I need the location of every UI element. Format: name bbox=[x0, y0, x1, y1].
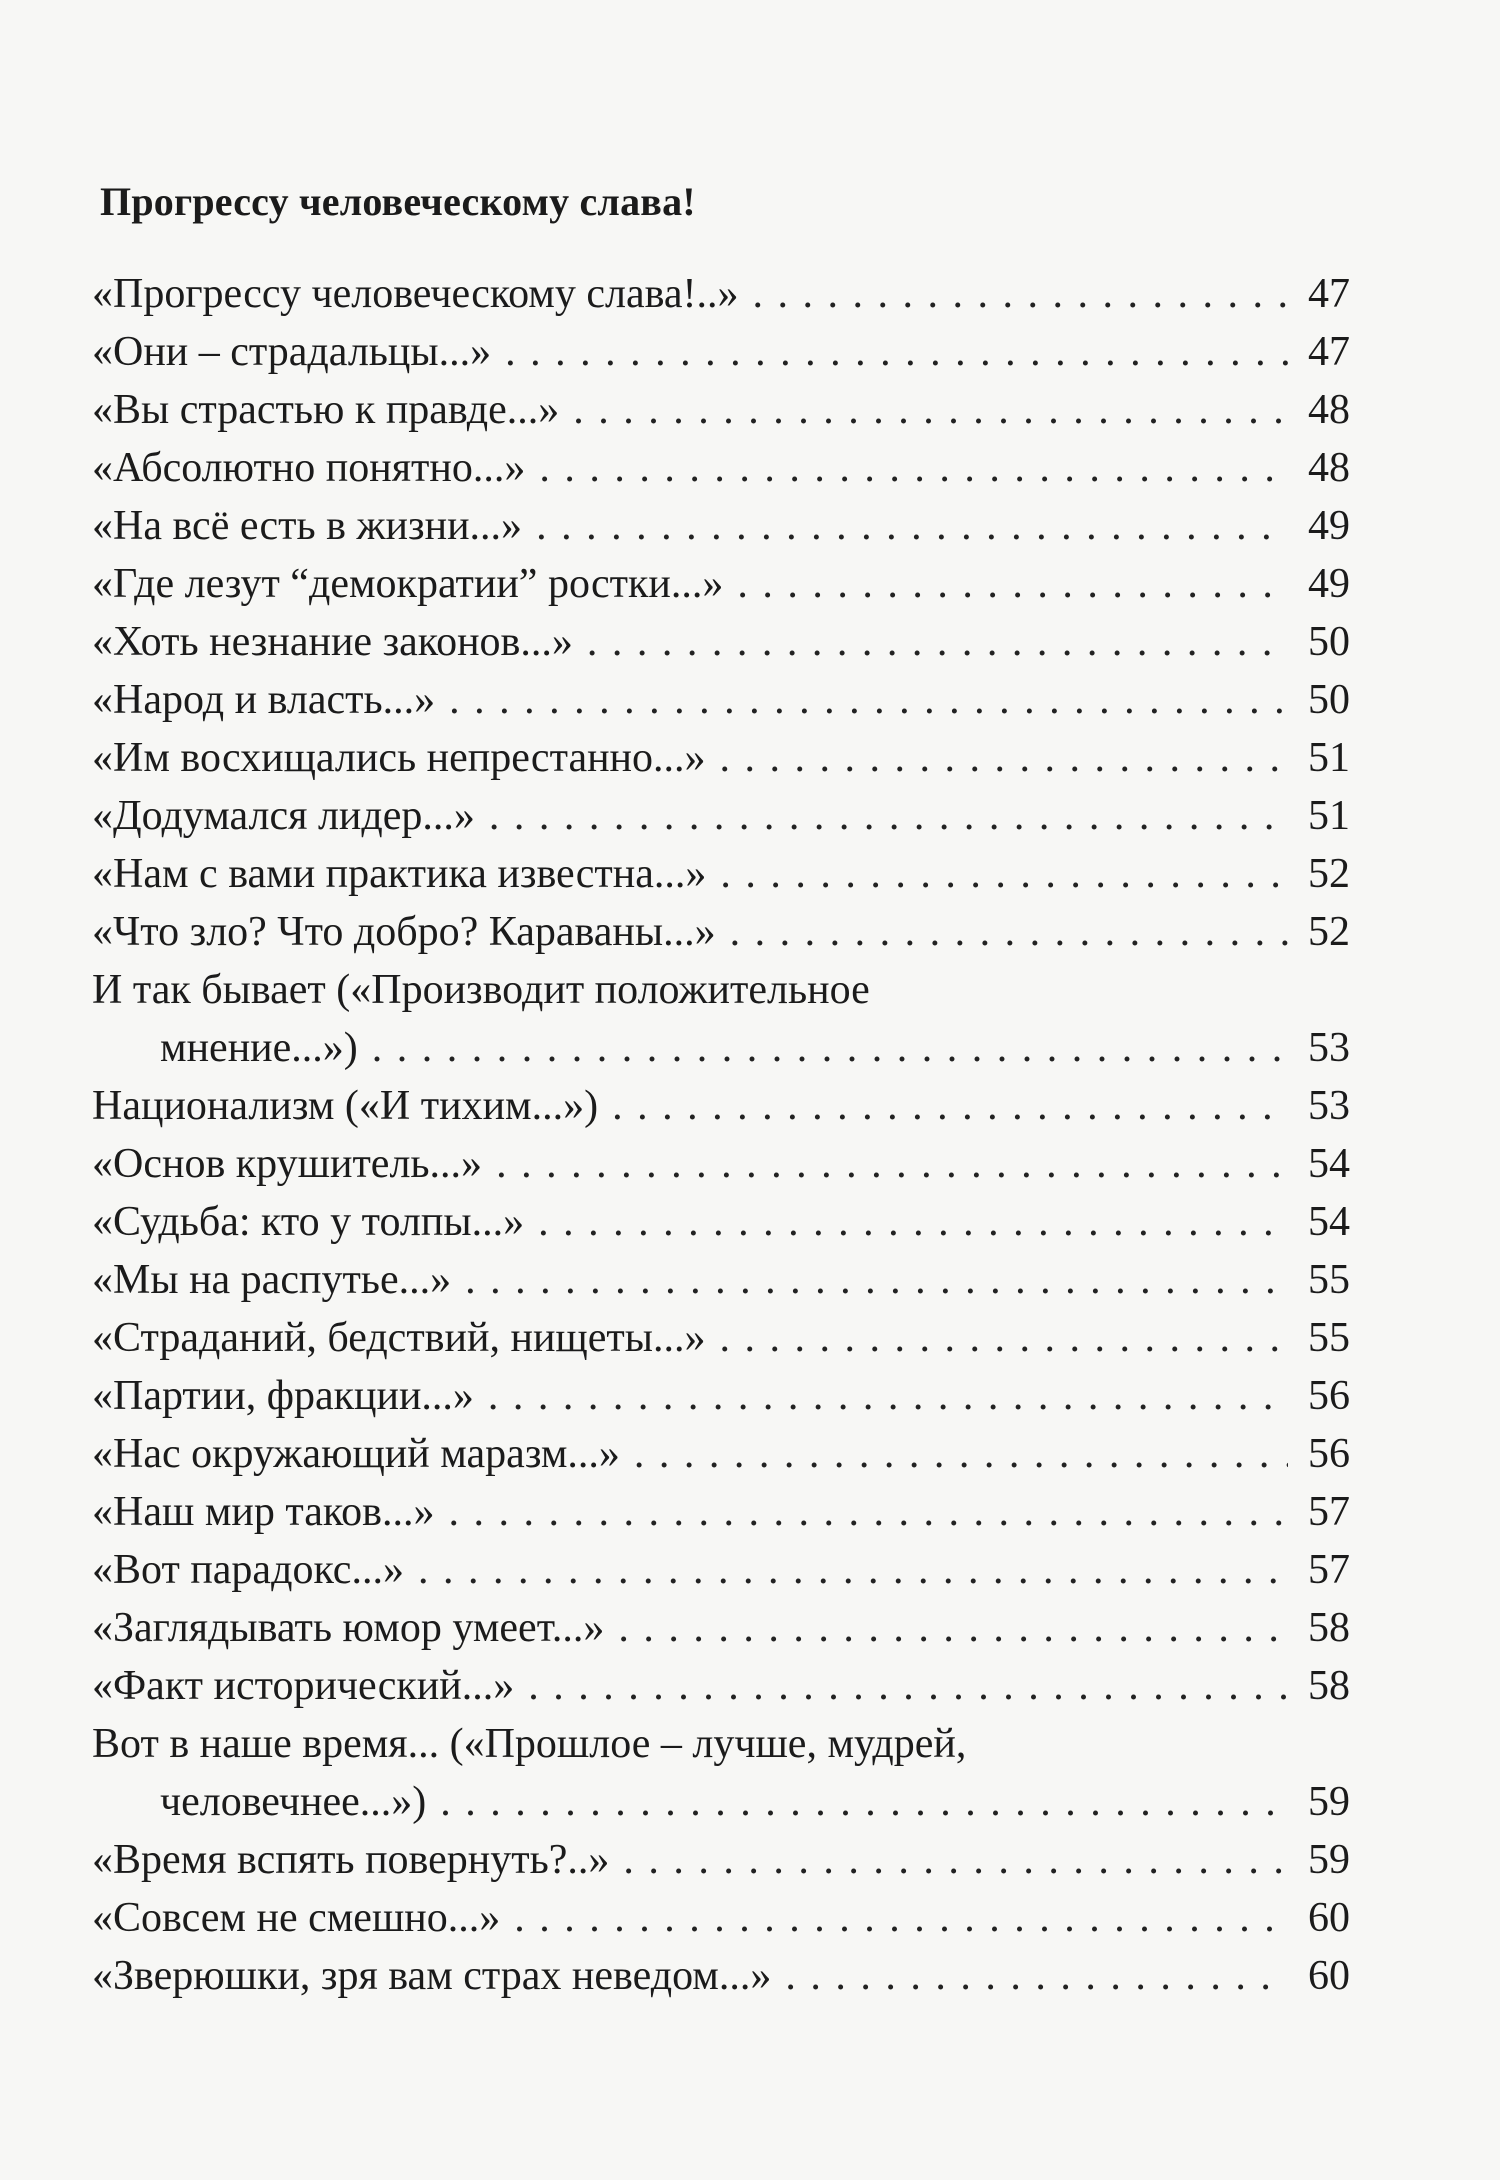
dot-leader bbox=[505, 323, 1288, 381]
dot-leader bbox=[538, 1193, 1288, 1251]
toc-entry-title: «Народ и власть...» bbox=[92, 677, 436, 723]
toc-entry-title: «Наш мир таков...» bbox=[92, 1489, 435, 1535]
toc-page-number: 60 bbox=[1308, 1895, 1350, 1941]
dot-leader bbox=[612, 1077, 1288, 1135]
dot-leader bbox=[785, 1947, 1288, 2005]
toc-entry bbox=[92, 1425, 1350, 1483]
toc-entry bbox=[92, 497, 1350, 555]
toc-entry bbox=[92, 1715, 1350, 1773]
toc-entry bbox=[92, 961, 1350, 1019]
dot-leader bbox=[618, 1599, 1288, 1657]
toc-entry bbox=[92, 265, 1350, 323]
toc-entry bbox=[92, 1251, 1350, 1309]
dot-leader bbox=[440, 1773, 1288, 1831]
dot-leader bbox=[514, 1889, 1288, 1947]
dot-leader bbox=[573, 381, 1288, 439]
dot-leader bbox=[539, 439, 1288, 497]
dot-leader bbox=[418, 1541, 1288, 1599]
dot-leader bbox=[372, 1019, 1288, 1077]
dot-leader bbox=[465, 1251, 1288, 1309]
toc-entry bbox=[92, 1831, 1350, 1889]
dot-leader bbox=[719, 1309, 1288, 1367]
toc-page-number: 54 bbox=[1308, 1199, 1350, 1245]
toc-page-number: 52 bbox=[1308, 909, 1350, 955]
toc-entry-title: «Нам с вами практика известна...» bbox=[92, 851, 707, 897]
toc-entry-title: «Додумался лидер...» bbox=[92, 793, 475, 839]
toc-page-number: 54 bbox=[1308, 1141, 1350, 1187]
toc-entry bbox=[92, 1657, 1350, 1715]
dot-leader bbox=[489, 787, 1288, 845]
toc-entry bbox=[92, 1135, 1350, 1193]
toc-entry-continuation bbox=[92, 1019, 1350, 1077]
toc-page-number: 60 bbox=[1308, 1953, 1350, 1999]
toc-entry-title: «Страданий, бедствий, нищеты...» bbox=[92, 1315, 706, 1361]
toc-entry-title: «Вот парадокс...» bbox=[92, 1547, 404, 1593]
dot-leader bbox=[737, 555, 1288, 613]
toc-page-number: 58 bbox=[1308, 1605, 1350, 1651]
toc-page-number: 50 bbox=[1308, 619, 1350, 665]
toc-entry-title-continuation: мнение...») bbox=[160, 1025, 358, 1071]
toc-entry-title: «Прогрессу человеческому слава!..» bbox=[92, 271, 739, 317]
toc-entry-title: «Факт исторический...» bbox=[92, 1663, 515, 1709]
toc-page-number: 57 bbox=[1308, 1489, 1350, 1535]
dot-leader bbox=[528, 1657, 1288, 1715]
toc-page-number: 48 bbox=[1308, 387, 1350, 433]
toc-page-number: 53 bbox=[1308, 1025, 1350, 1071]
toc-entry bbox=[92, 1947, 1350, 2005]
dot-leader bbox=[720, 845, 1288, 903]
toc-entry-title: «Партии, фракции...» bbox=[92, 1373, 474, 1419]
toc-entry bbox=[92, 323, 1350, 381]
toc-entry bbox=[92, 555, 1350, 613]
dot-leader bbox=[488, 1367, 1288, 1425]
dot-leader bbox=[536, 497, 1288, 555]
toc-entry bbox=[92, 1541, 1350, 1599]
toc-entry bbox=[92, 671, 1350, 729]
toc-page-number: 51 bbox=[1308, 793, 1350, 839]
toc-page-number: 49 bbox=[1308, 503, 1350, 549]
table-of-contents bbox=[92, 265, 1350, 2005]
toc-page-number: 56 bbox=[1308, 1373, 1350, 1419]
toc-entry bbox=[92, 381, 1350, 439]
toc-entry bbox=[92, 1483, 1350, 1541]
section-title: Прогрессу человеческому слава! bbox=[100, 179, 696, 224]
toc-entry-title: «Совсем не смешно...» bbox=[92, 1895, 501, 1941]
dot-leader bbox=[634, 1425, 1288, 1483]
toc-page-number: 49 bbox=[1308, 561, 1350, 607]
dot-leader bbox=[496, 1135, 1288, 1193]
toc-entry bbox=[92, 903, 1350, 961]
toc-entry-title: «Они – страдальцы...» bbox=[92, 329, 492, 375]
toc-entry-title: «Хоть незнание законов...» bbox=[92, 619, 573, 665]
toc-entry bbox=[92, 613, 1350, 671]
toc-entry bbox=[92, 787, 1350, 845]
dot-leader bbox=[449, 671, 1288, 729]
toc-page-number: 57 bbox=[1308, 1547, 1350, 1593]
toc-entry-title: «На всё есть в жизни...» bbox=[92, 503, 523, 549]
toc-entry-title: «Вы страстью к правде...» bbox=[92, 387, 560, 433]
toc-entry-title: «Основ крушитель...» bbox=[92, 1141, 483, 1187]
toc-entry bbox=[92, 1193, 1350, 1251]
dot-leader bbox=[623, 1831, 1288, 1889]
toc-page-number: 56 bbox=[1308, 1431, 1350, 1477]
toc-page-number: 50 bbox=[1308, 677, 1350, 723]
toc-entry-title: И так бывает («Производит положительное bbox=[92, 967, 870, 1013]
toc-page-number: 55 bbox=[1308, 1315, 1350, 1361]
toc-entry bbox=[92, 1599, 1350, 1657]
toc-entry-title: Вот в наше время... («Прошлое – лучше, мудрей, bbox=[92, 1721, 967, 1767]
toc-page-number: 47 bbox=[1308, 329, 1350, 375]
toc-page-number: 53 bbox=[1308, 1083, 1350, 1129]
dot-leader bbox=[730, 903, 1288, 961]
toc-page-number: 59 bbox=[1308, 1837, 1350, 1883]
toc-entry-continuation bbox=[92, 1773, 1350, 1831]
dot-leader bbox=[587, 613, 1288, 671]
toc-page-number: 47 bbox=[1308, 271, 1350, 317]
toc-entry-title: «Судьба: кто у толпы...» bbox=[92, 1199, 525, 1245]
toc-entry-title: «Заглядывать юмор умеет...» bbox=[92, 1605, 605, 1651]
toc-entry-title: «Абсолютно понятно...» bbox=[92, 445, 526, 491]
dot-leader bbox=[720, 729, 1288, 787]
toc-entry-title: «Нас окружающий маразм...» bbox=[92, 1431, 620, 1477]
toc-entry-title: «Где лезут “демократии” ростки...» bbox=[92, 561, 724, 607]
toc-entry bbox=[92, 845, 1350, 903]
toc-page-number: 59 bbox=[1308, 1779, 1350, 1825]
toc-entry-title: «Что зло? Что добро? Караваны...» bbox=[92, 909, 716, 955]
toc-entry-title-continuation: человечнее...») bbox=[160, 1779, 427, 1825]
dot-leader bbox=[753, 265, 1288, 323]
toc-entry bbox=[92, 1367, 1350, 1425]
toc-entry-title: «Мы на распутье...» bbox=[92, 1257, 452, 1303]
toc-page-number: 55 bbox=[1308, 1257, 1350, 1303]
toc-page-number: 48 bbox=[1308, 445, 1350, 491]
toc-entry-title: «Им восхищались непрестанно...» bbox=[92, 735, 706, 781]
toc-page-number: 51 bbox=[1308, 735, 1350, 781]
toc-entry-title: «Время вспять повернуть?..» bbox=[92, 1837, 610, 1883]
toc-entry bbox=[92, 439, 1350, 497]
toc-entry-title: Национализм («И тихим...») bbox=[92, 1083, 599, 1129]
toc-entry bbox=[92, 1309, 1350, 1367]
toc-entry bbox=[92, 729, 1350, 787]
dot-leader bbox=[448, 1483, 1288, 1541]
toc-page-number: 58 bbox=[1308, 1663, 1350, 1709]
toc-page-number: 52 bbox=[1308, 851, 1350, 897]
toc-entry-title: «Зверюшки, зря вам страх неведом...» bbox=[92, 1953, 772, 1999]
toc-entry bbox=[92, 1889, 1350, 1947]
toc-entry bbox=[92, 1077, 1350, 1135]
